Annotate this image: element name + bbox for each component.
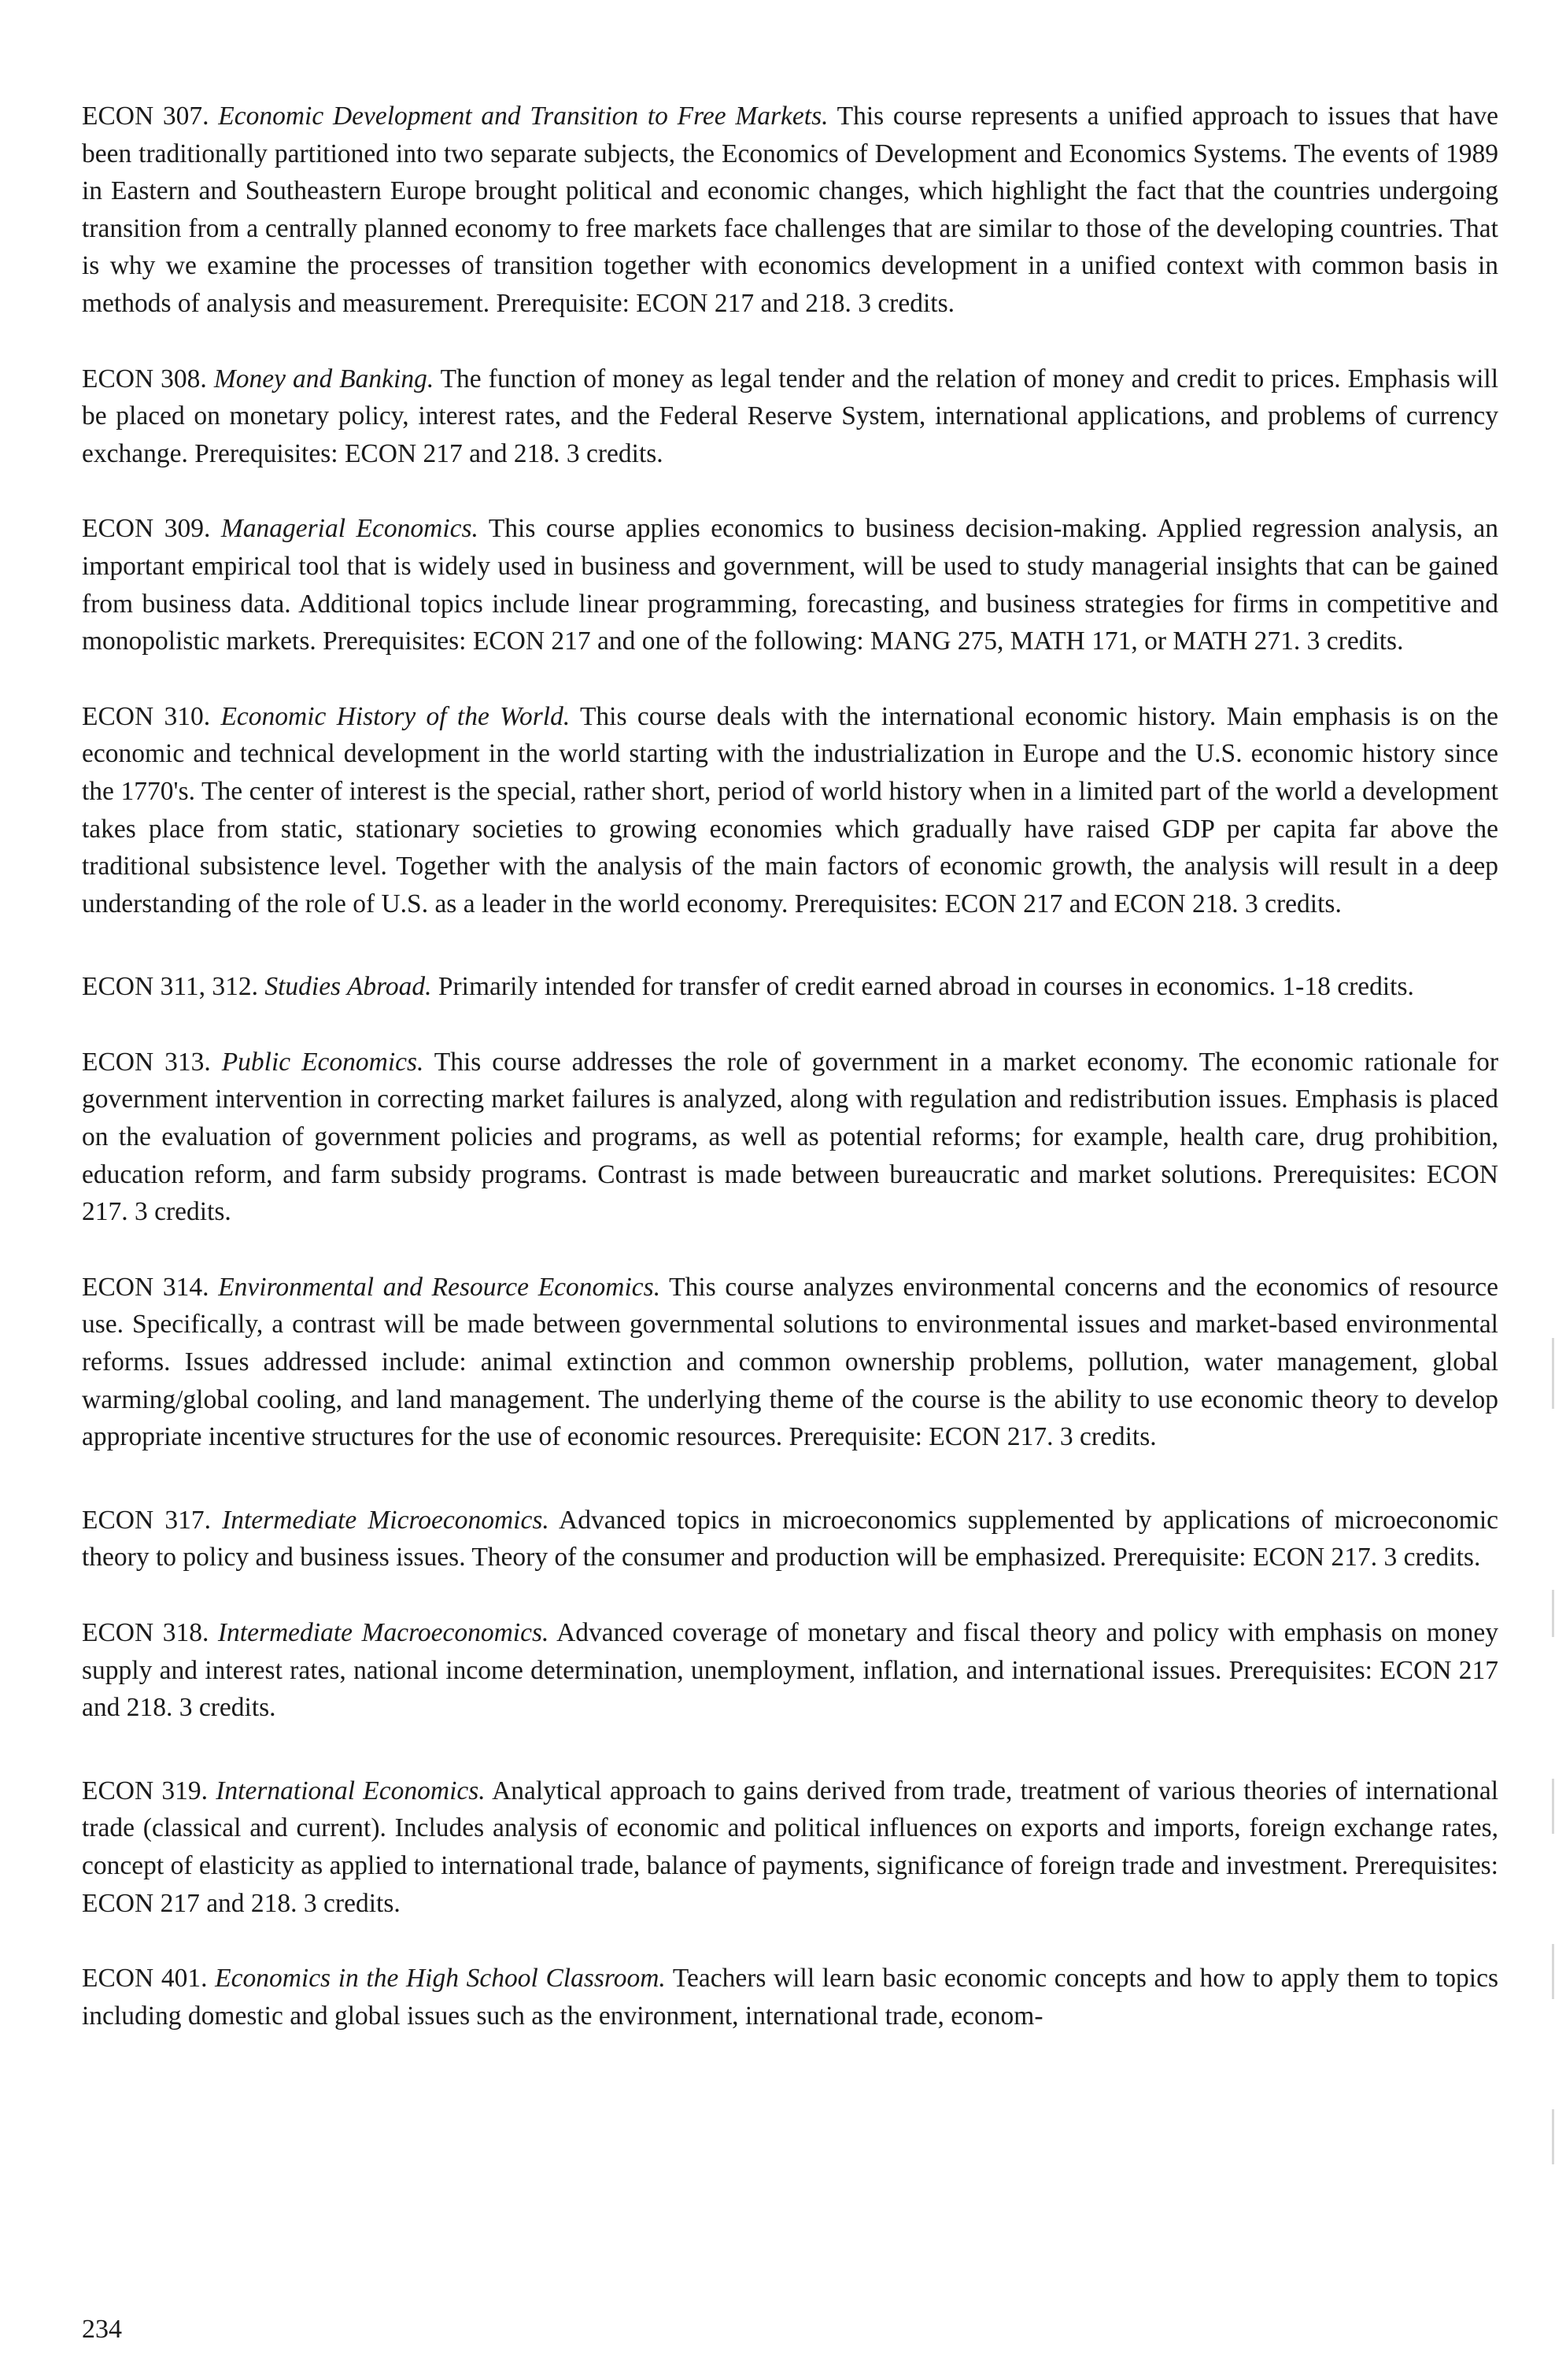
course-title: Managerial Economics. — [220, 514, 478, 544]
course-title: Economic Development and Transition to Free Markets. — [218, 102, 829, 131]
scan-edge-mark — [1552, 1779, 1554, 1834]
course-entry — [82, 98, 1498, 323]
course-entry — [82, 1960, 1498, 2034]
course-list — [82, 98, 1498, 2072]
course-entry — [82, 360, 1498, 473]
course-title: Studies Abroad. — [264, 972, 432, 1002]
scan-edge-mark — [1552, 1338, 1554, 1409]
course-description: Analytical approach to gains derived from trade, treatment of various theories of international trade (classical and current). Includes analysis of economic and political influences on exports and imports, foreign exchange rates, concept of elasticity as applied to international trade, balance of payments, significance of foreign trade and investment. Prerequisites: ECON 217 and 218. 3 credits. — [82, 1776, 1499, 1918]
course-title: International Economics. — [216, 1776, 486, 1805]
course-entry — [82, 1502, 1498, 1576]
course-entry — [82, 1269, 1498, 1456]
course-entry — [82, 1614, 1498, 1727]
course-code: ECON 313. — [82, 1047, 211, 1077]
course-entry — [82, 968, 1498, 1006]
course-code: ECON 307. — [82, 102, 209, 131]
page-number: 234 — [82, 2315, 122, 2344]
course-entry — [82, 698, 1498, 923]
course-code: ECON 401. — [82, 1964, 208, 1994]
course-code: ECON 317. — [82, 1505, 211, 1535]
course-title: Intermediate Macroeconomics. — [217, 1618, 549, 1647]
course-description: This course represents a unified approach to issues that have been traditionally partitioned into two separate subjects, the Economics of Development and Economics Systems. The events of 1989 in Eastern and Southeastern Europe brought political and economic changes, which highlight the fact that the countries undergoing transition from a centrally planned economy to free markets face challenges that are similar to those of the developing countries. That is why we examine the processes of transition together with economics development in a unified context with common basis in methods of analysis and measurement. Prerequisite: ECON 217 and 218. 3 credits. — [82, 102, 1498, 318]
course-title: Intermediate Microeconomics. — [222, 1505, 549, 1535]
course-description: Primarily intended for transfer of credit earned abroad in courses in economics. 1-18 credits. — [438, 972, 1414, 1002]
course-description: The function of money as legal tender and the relation of money and credit to prices. Emphasis will be placed on monetary policy, interest rates, and the Federal Reserve System, international applications, and problems of currency exchange. Prerequisites: ECON 217 and 218. 3 credits. — [82, 364, 1499, 468]
course-entry — [82, 510, 1498, 660]
course-description: This course deals with the international economic history. Main emphasis is on the economic and technical development in the world starting with the industrialization in Europe and the U.S. economic history since the 1770's. The center of interest is the special, rather short, period of world history when in a limited part of the world a development takes place from static, stationary societies to growing economies which gradually have raised GDP per capita far above the traditional subsistence level. Together with the analysis of the main factors of economic growth, the analysis will result in a deep understanding of the role of U.S. as a leader in the world economy. Prerequisites: ECON 217 and ECON 218. 3 credits. — [82, 701, 1499, 918]
course-title: Public Economics. — [221, 1047, 424, 1077]
course-title: Economic History of the World. — [220, 701, 571, 731]
course-code: ECON 318. — [82, 1618, 209, 1647]
course-description: Teachers will learn basic economic concepts and how to apply them to topics including domestic and global issues such as the environment, international trade, econom- — [82, 1964, 1498, 2031]
course-code: ECON 314. — [82, 1272, 209, 1302]
scan-edge-mark — [1552, 1944, 1554, 1999]
course-code: ECON 311, 312. — [82, 972, 258, 1002]
course-entry — [82, 1044, 1498, 1231]
course-description: This course applies economics to business decision-making. Applied regression analysis, an important empirical tool that is widely used in business and government, will be used to study managerial insights that can be gained from business data. Additional topics include linear programming, forecasting, and business strategies for firms in competitive and monopolistic markets. Prerequisites: ECON 217 and one of the following: MANG 275, MATH 171, or MATH 271. 3 credits. — [82, 514, 1499, 656]
course-code: ECON 308. — [82, 364, 207, 394]
course-description: Advanced coverage of monetary and fiscal theory and policy with emphasis on money supply and interest rates, national income determination, unemployment, inflation, and international issues. Prerequisites: ECON 217 and 218. 3 credits. — [82, 1618, 1498, 1723]
course-title: Environmental and Resource Economics. — [218, 1272, 661, 1302]
course-title: Money and Banking. — [213, 364, 434, 394]
course-entry — [82, 1772, 1498, 1922]
course-code: ECON 309. — [82, 514, 211, 544]
course-description: Advanced topics in microeconomics supplemented by applications of microeconomic theory to policy and business issues. Theory of the consumer and production will be emphasized. Prerequisite: ECON 217. 3 credits. — [82, 1505, 1499, 1572]
course-description: This course addresses the role of government in a market economy. The economic rationale for government intervention in correcting market failures is analyzed, along with regulation and redistribution issues. Emphasis is placed on the evaluation of government policies and programs, as well as potential reforms; for example, health care, drug prohibition, education reform, and farm subsidy programs. Contrast is made between bureaucratic and market solutions. Prerequisites: ECON 217. 3 credits. — [82, 1047, 1498, 1227]
scan-edge-mark — [1552, 1590, 1554, 1637]
course-description: This course analyzes environmental concerns and the economics of resource use. Specifically, a contrast will be made between governmental solutions to environmental issues and market-based environmental reforms. Issues addressed include: animal extinction and common ownership problems, pollution, water management, global warming/global cooling, and land management. The underlying theme of the course is the ability to use economic theory to develop appropriate incentive structures for the use of economic resources. Prerequisite: ECON 217. 3 credits. — [82, 1272, 1499, 1452]
course-code: ECON 310. — [82, 701, 211, 731]
scan-edge-mark — [1552, 2109, 1554, 2164]
course-code: ECON 319. — [82, 1776, 209, 1805]
course-title: Economics in the High School Classroom. — [215, 1964, 666, 1994]
